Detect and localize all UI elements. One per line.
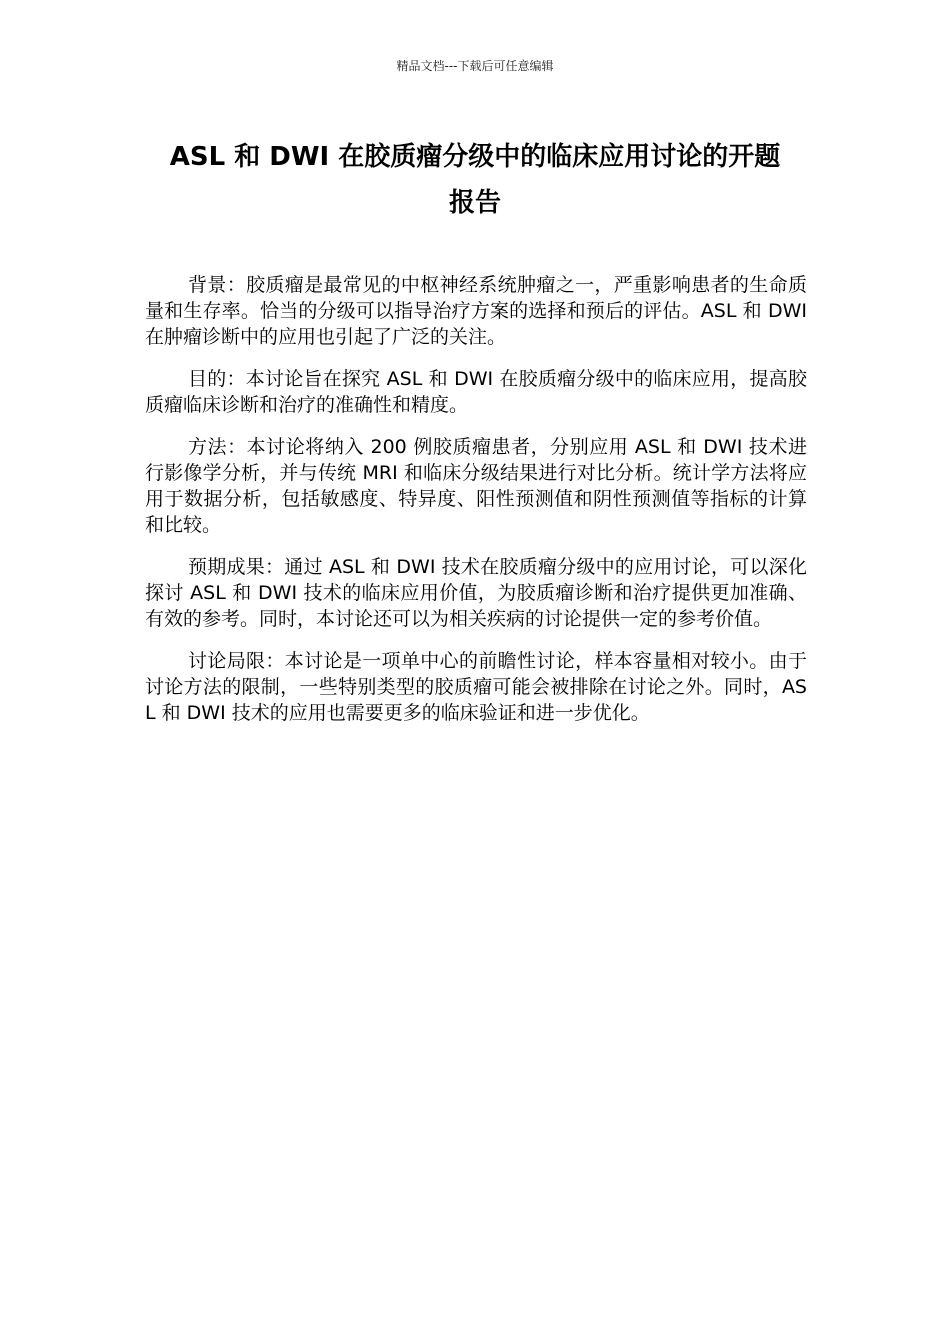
paragraph-text: 胶质瘤是最常见的中枢神经系统肿瘤之一，严重影响患者的生命质量和生存率。恰当的分级可以指导治疗方案的选择和预后的评估。ASL 和 DWI 在肿瘤诊断中的应用也引起了广泛的关注。: [145, 274, 807, 348]
paragraph-background: [145, 272, 807, 350]
paragraph-limitations: [145, 648, 807, 726]
paragraph-text: 本讨论旨在探究 ASL 和 DWI 在胶质瘤分级中的临床应用，提高胶质瘤临床诊断和治疗的准确性和精度。: [145, 368, 807, 416]
title-line-2: 报告: [448, 188, 501, 218]
paragraph-label: 预期成果：: [188, 556, 285, 578]
paragraph-label: 讨论局限：: [188, 650, 285, 672]
paragraph-label: 方法：: [188, 436, 247, 458]
paragraph-label: 目的：: [188, 368, 246, 390]
paragraph-label: 背景：: [188, 274, 247, 296]
paragraph-text: 通过 ASL 和 DWI 技术在胶质瘤分级中的应用讨论，可以深化探讨 ASL 和 DWI 技术的临床应用价值，为胶质瘤诊断和治疗提供更加准确、有效的参考。同时，本讨论还可以为相关疾病的讨论提供一定的参考价值。: [145, 556, 807, 630]
paragraph-text: 本讨论是一项单中心的前瞻性讨论，样本容量相对较小。由于讨论方法的限制，一些特别类型的胶质瘤可能会被排除在讨论之外。同时，ASL 和 DWI 技术的应用也需要更多的临床验证和进一步优化。: [145, 650, 807, 724]
document-title: [140, 134, 810, 226]
paragraph-objective: [145, 366, 807, 418]
header-note: 精品文档---下载后可任意编辑: [396, 59, 554, 73]
title-line-1: ASL 和 DWI 在胶质瘤分级中的临床应用讨论的开题: [169, 142, 781, 172]
paragraph-method: [145, 434, 807, 538]
document-body: [145, 272, 807, 742]
paragraph-text: 本讨论将纳入 200 例胶质瘤患者，分别应用 ASL 和 DWI 技术进行影像学分析，并与传统 MRI 和临床分级结果进行对比分析。统计学方法将应用于数据分析，包括敏感度、特异度、阳性预测值和阴性预测值等指标的计算和比较。: [145, 436, 807, 536]
paragraph-expected-results: [145, 554, 807, 632]
